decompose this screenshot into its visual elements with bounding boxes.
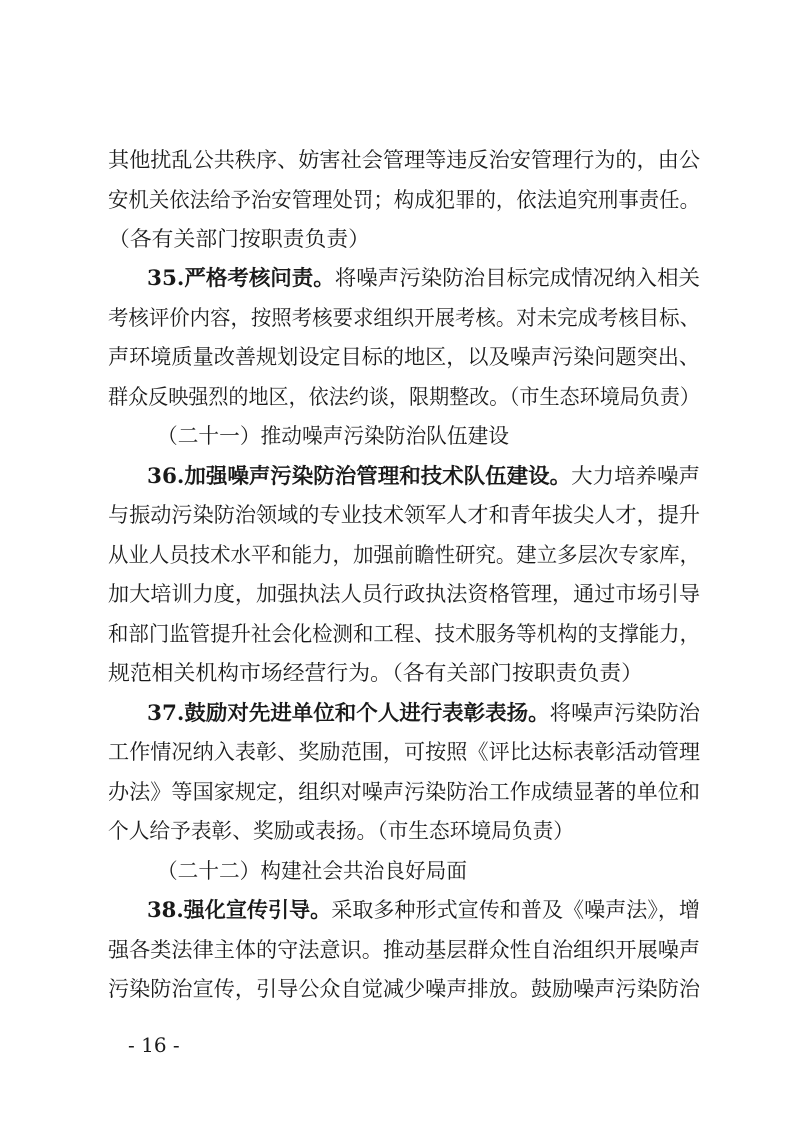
line-text bbox=[108, 377, 700, 417]
body-text: 办法》等国家规定，组织对噪声污染防治工作成绩显著的单位和 bbox=[108, 780, 700, 804]
body-text: （二十二）构建社会共治良好局面 bbox=[157, 859, 467, 883]
text-line bbox=[0, 930, 793, 970]
text-line bbox=[0, 614, 793, 654]
line-text bbox=[108, 535, 700, 575]
text-line bbox=[0, 574, 793, 614]
line-text bbox=[108, 653, 643, 693]
body-text: 考核评价内容，按照考核要求组织开展考核。对未完成考核目标、 bbox=[108, 306, 700, 330]
text-line bbox=[0, 298, 793, 338]
body-text: 其他扰乱公共秩序、妨害社会管理等违反治安管理行为的，由公 bbox=[108, 148, 700, 172]
text-line bbox=[0, 416, 793, 456]
text-line bbox=[0, 653, 793, 693]
text-line bbox=[0, 811, 793, 851]
text-line bbox=[0, 337, 793, 377]
text-line bbox=[0, 495, 793, 535]
item-heading: 37.鼓励对先进单位和个人进行表彰表扬。 bbox=[147, 700, 550, 725]
line-text bbox=[108, 811, 574, 851]
body-text: 声环境质量改善规划设定目标的地区，以及噪声污染问题突出、 bbox=[108, 345, 700, 369]
item-heading: 38.强化宣传引导。 bbox=[147, 897, 332, 922]
line-text bbox=[108, 772, 700, 812]
body-text: 群众反映强烈的地区，依法约谈，限期整改。（市生态环境局负责） bbox=[108, 385, 700, 409]
text-line bbox=[0, 772, 793, 812]
line-text bbox=[108, 614, 700, 654]
body-text: 污染防治宣传，引导公众自觉减少噪声排放。鼓励噪声污染防治 bbox=[108, 977, 700, 1001]
text-line bbox=[0, 258, 793, 298]
line-text bbox=[147, 890, 700, 930]
text-line bbox=[0, 535, 793, 575]
text-line bbox=[0, 969, 793, 1009]
text-line bbox=[0, 851, 793, 891]
line-text bbox=[147, 456, 700, 496]
line-text bbox=[108, 140, 700, 180]
line-text bbox=[108, 337, 700, 377]
line-text bbox=[157, 416, 509, 456]
body-text: 规范相关机构市场经营行为。（各有关部门按职责负责） bbox=[108, 661, 643, 685]
text-line bbox=[0, 732, 793, 772]
line-text bbox=[157, 851, 467, 891]
body-text: （各有关部门按职责负责） bbox=[108, 227, 370, 251]
text-line bbox=[0, 377, 793, 417]
line-text bbox=[108, 298, 700, 338]
line-text bbox=[108, 574, 700, 614]
body-text: 强各类法律主体的守法意识。推动基层群众性自治组织开展噪声 bbox=[108, 938, 700, 962]
body-text: 与振动污染防治领域的专业技术领军人才和青年拔尖人才，提升 bbox=[108, 503, 700, 527]
text-line bbox=[0, 693, 793, 733]
item-heading: 35.严格考核问责。 bbox=[147, 265, 335, 290]
line-text bbox=[108, 732, 700, 772]
body-text: 将噪声污染防治目标完成情况纳入相关 bbox=[334, 266, 700, 290]
body-text: 采取多种形式宣传和普及《噪声法》，增 bbox=[331, 898, 700, 922]
line-text bbox=[147, 693, 700, 733]
item-heading: 36.加强噪声污染防治管理和技术队伍建设。 bbox=[147, 463, 572, 488]
body-text: 和部门监管提升社会化检测和工程、技术服务等机构的支撑能力， bbox=[108, 622, 700, 646]
line-text bbox=[108, 930, 700, 970]
text-line bbox=[0, 140, 793, 180]
line-text bbox=[108, 969, 700, 1009]
body-text: 将噪声污染防治 bbox=[549, 701, 700, 725]
line-text bbox=[108, 495, 700, 535]
body-text: （二十一）推动噪声污染防治队伍建设 bbox=[157, 424, 509, 448]
text-line bbox=[0, 219, 793, 259]
text-line bbox=[0, 456, 793, 496]
line-text bbox=[147, 258, 700, 298]
line-text bbox=[108, 219, 370, 259]
page-number: - 16 - bbox=[128, 1033, 180, 1057]
body-text: 大力培养噪声 bbox=[571, 464, 700, 488]
text-line bbox=[0, 180, 793, 220]
text-line bbox=[0, 890, 793, 930]
body-text: 安机关依法给予治安管理处罚；构成犯罪的，依法追究刑事责任。 bbox=[108, 188, 700, 212]
body-text: 从业人员技术水平和能力，加强前瞻性研究。建立多层次专家库， bbox=[108, 543, 700, 567]
body-text: 个人给予表彰、奖励或表扬。（市生态环境局负责） bbox=[108, 819, 574, 843]
body-text: 工作情况纳入表彰、奖励范围，可按照《评比达标表彰活动管理 bbox=[108, 740, 700, 764]
line-text bbox=[108, 180, 700, 220]
body-text: 加大培训力度，加强执法人员行政执法资格管理，通过市场引导 bbox=[108, 582, 700, 606]
